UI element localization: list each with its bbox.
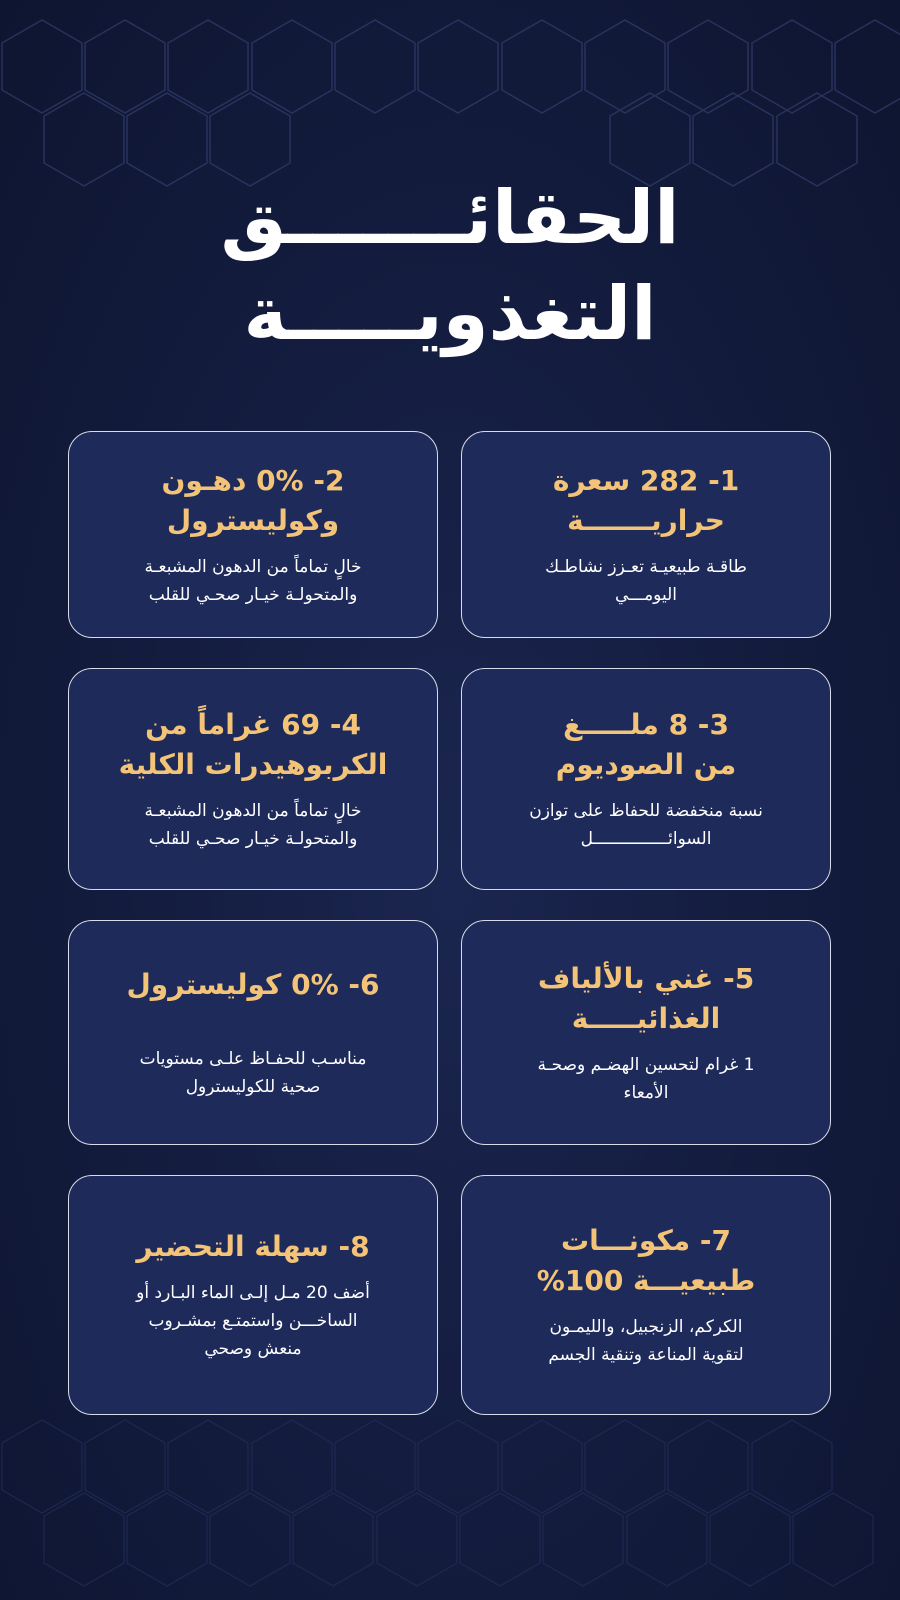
fact-card-5-fiber [461,920,831,1145]
page-title-line2: التغذويـــــة [243,271,657,357]
fact-card-3-sodium [461,668,831,890]
fact-card-description: خالٍ تماماً من الدهون المشبعـة والمتحولـة خيـار صحـي للقلب [144,801,362,849]
fact-card-title: 7- مكونـــات طبيعيـــة 100% [536,1224,756,1297]
fact-card-6-cholesterol [68,920,438,1145]
fact-card-1-calories [461,431,831,638]
fact-card-2-fat-cholesterol [68,431,438,638]
page-title [0,170,900,362]
fact-card-description: خالٍ تماماً من الدهون المشبعـة والمتحولـة خيـار صحـي للقلب [144,556,362,605]
fact-card-8-easy-preparation [68,1175,438,1415]
fact-card-title: 1- 282 سعرة حراريـــــــة [552,463,740,537]
fact-card-7-natural-ingredients [461,1175,831,1415]
fact-card-description: 1 غرام لتحسين الهضـم وصحـة الأمعاء [537,1054,755,1103]
fact-card-description: نسبة منخفضة للحفاظ على توازن السوائـــــــــــــــل [529,801,763,849]
fact-card-title: 3- 8 ملـــــغ من الصوديوم [555,708,737,781]
fact-card-title: 4- 69 غراماً من الكربوهيدرات الكلية [118,708,388,781]
fact-card-description: مناسـب للحفـاظ علـى مستويات صحية للكوليسترول [139,1048,367,1097]
fact-card-description: أضف 20 مـل إلـى الماء البـارد أو الساخـــن واستمتـع بمشـروب منعش وصحي [136,1283,370,1359]
fact-card-4-carbohydrates [68,668,438,890]
fact-card-title: 8- سهلة التحضير [136,1230,370,1263]
fact-card-title: 5- غني بالألياف الغذائيـــــة [537,961,755,1035]
fact-card-description: الكركم، الزنجبيل، والليمـون لتقوية المناعة وتنقية الجسم [548,1317,744,1365]
page-title-line1: الحقائـــــــق [220,175,680,261]
fact-card-description: طاقـة طبيعيـة تعـزز نشاطـك اليومـــي [545,556,747,605]
fact-card-title: 6- 0% كوليسترول [126,967,380,1001]
fact-card-title: 2- 0% دهـون وكوليسترول [161,463,345,537]
